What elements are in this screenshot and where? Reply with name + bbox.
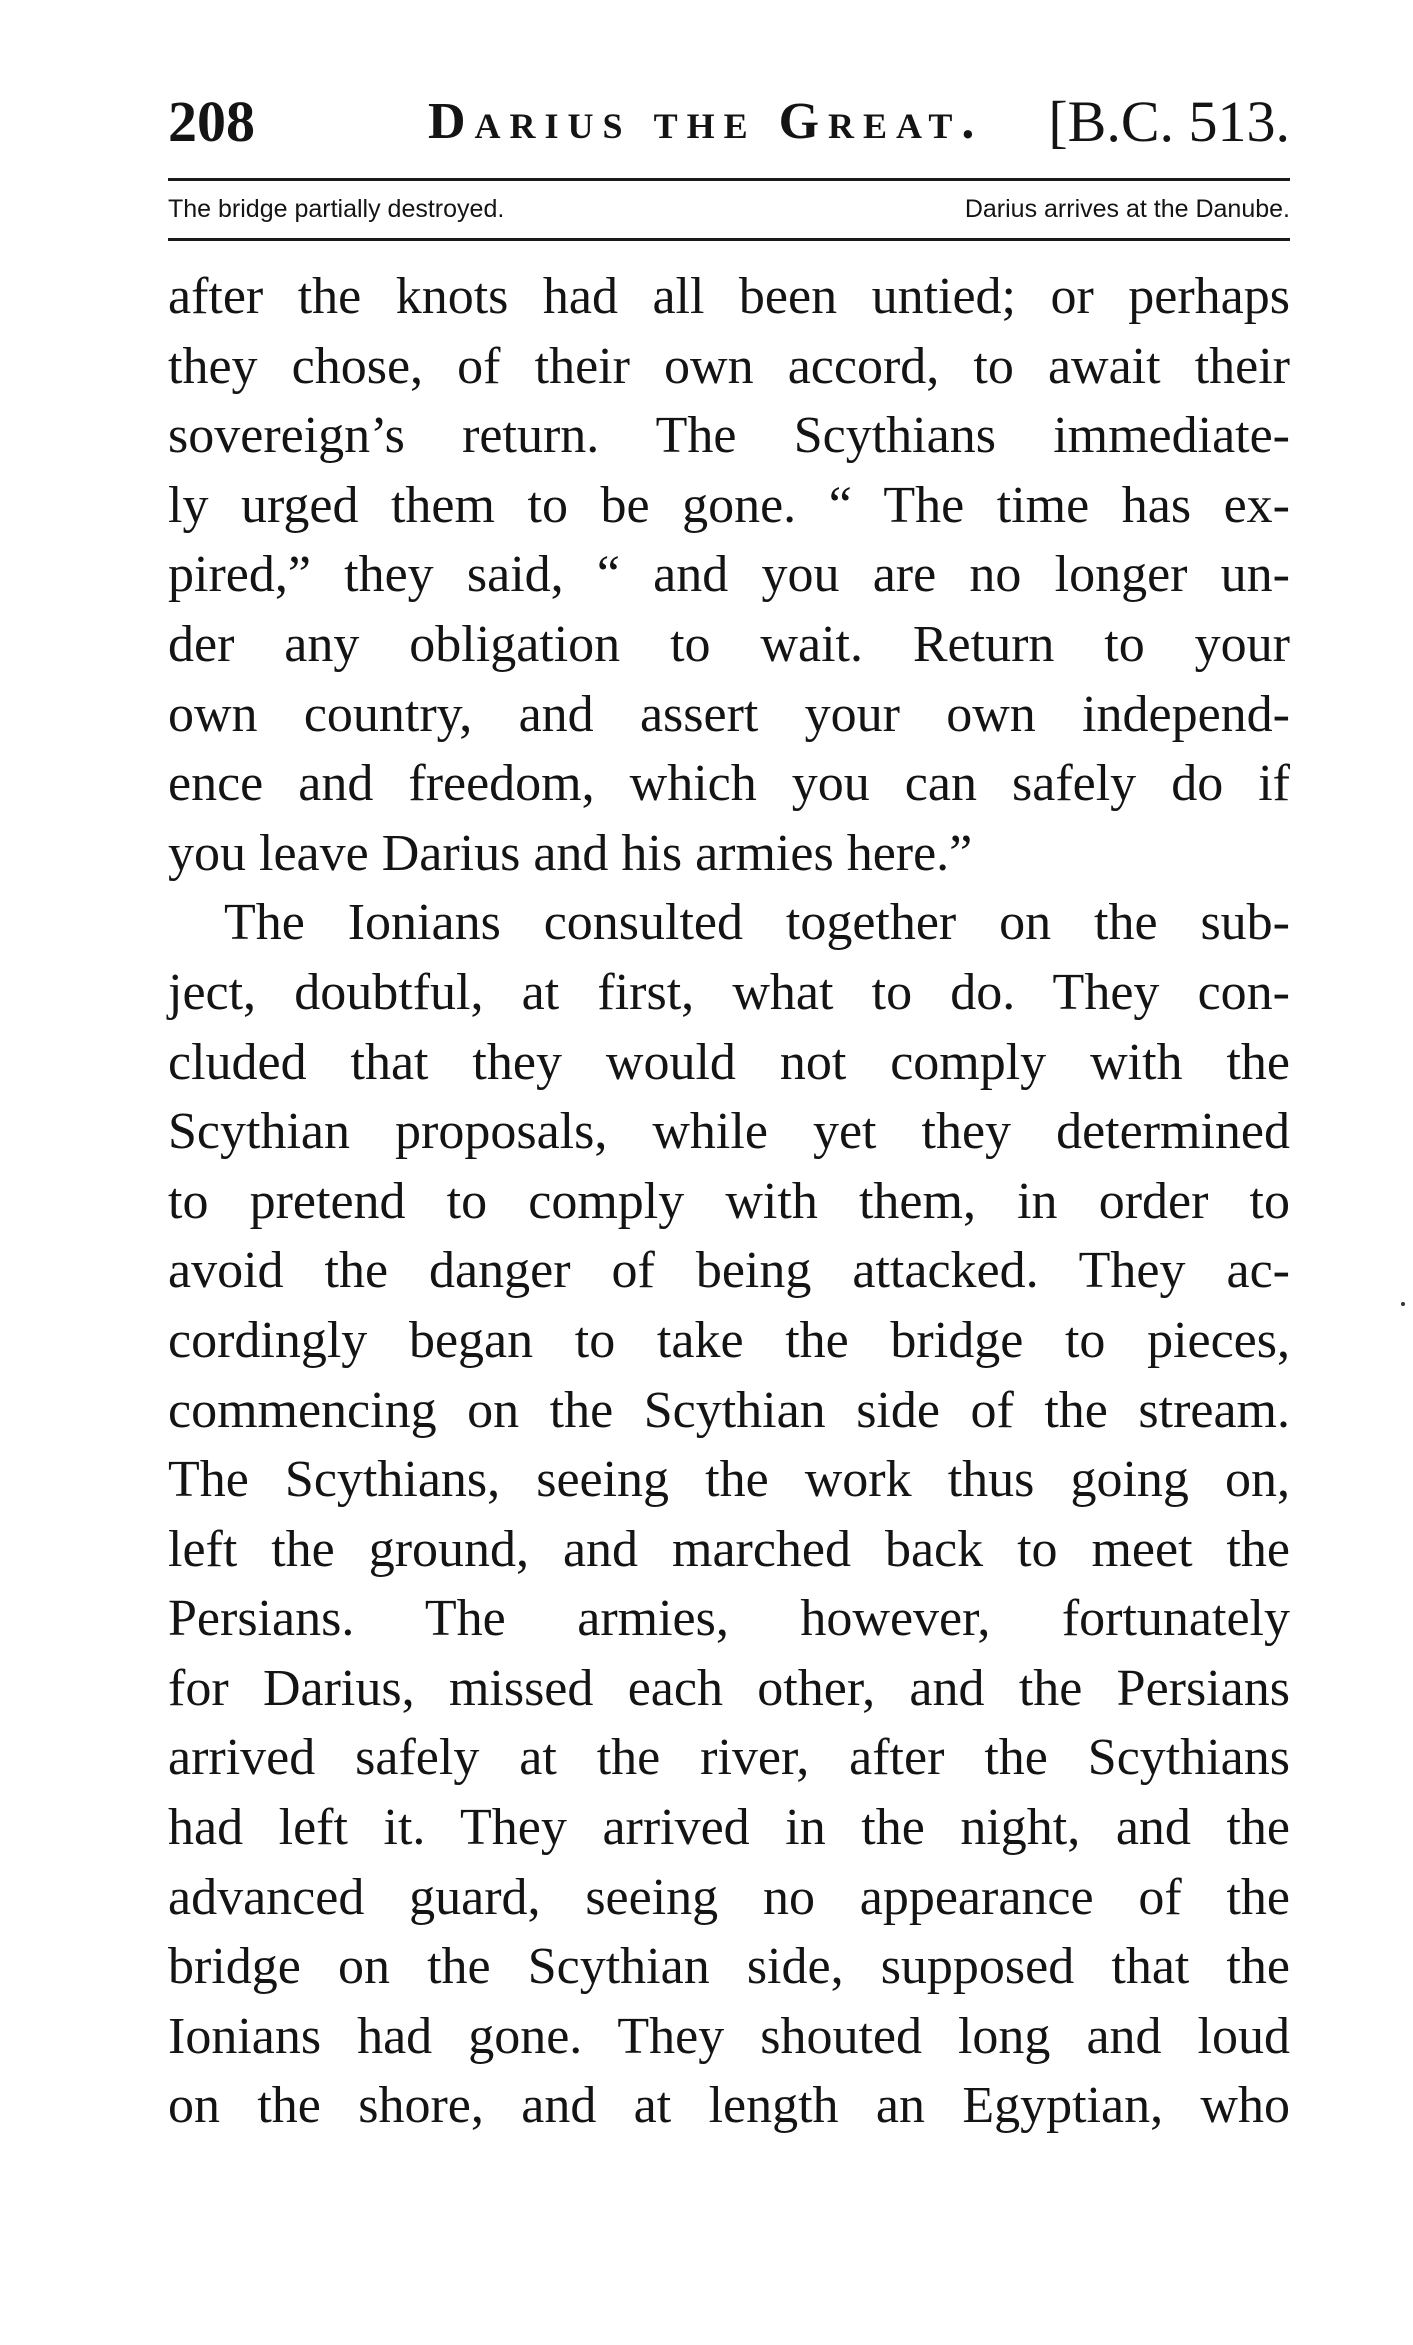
page-number: 208 (168, 89, 255, 154)
subheader-right: Darius arrives at the Danube. (964, 195, 1290, 223)
text-line: Scythian proposals, while yet they determined (168, 1103, 1290, 1161)
text-line: they chose, of their own accord, to await their (168, 337, 1290, 395)
subheader (168, 184, 1290, 234)
text-line: cordingly began to take the bridge to pieces, (168, 1311, 1290, 1369)
text-line: pired,” they said, “ and you are no longer un- (168, 546, 1290, 604)
text-line: for Darius, missed each other, and the Persians (168, 1659, 1290, 1717)
text-line: Ionians had gone. They shouted long and loud (168, 2007, 1290, 2065)
text-line: own country, and assert your own independ- (168, 685, 1290, 743)
text-line: The Ionians consulted together on the sub- (224, 894, 1290, 952)
text-line: Persians. The armies, however, fortunately (168, 1590, 1290, 1648)
running-title: Darius the Great. (428, 93, 984, 150)
text-line: arrived safely at the river, after the Scythians (168, 1729, 1290, 1787)
text-line: sovereign’s return. The Scythians immediate- (168, 407, 1290, 465)
text-line: ence and freedom, which you can safely do if (168, 755, 1290, 813)
text-line: advanced guard, seeing no appearance of the (168, 1868, 1290, 1926)
text-line: after the knots had all been untied; or perhaps (168, 268, 1290, 325)
text-line: bridge on the Scythian side, supposed that the (168, 1938, 1290, 1996)
text-line: left the ground, and marched back to meet the (168, 1520, 1290, 1578)
paper-speck (1401, 1302, 1405, 1306)
running-date: [B.C. 513. (1048, 89, 1290, 154)
header-rule-top (168, 178, 1290, 181)
text-line: on the shore, and at length an Egyptian, who (168, 2077, 1290, 2135)
text-line: commencing on the Scythian side of the stream. (168, 1381, 1290, 1439)
text-line: avoid the danger of being attacked. They ac- (168, 1242, 1290, 1300)
running-head (168, 82, 1290, 162)
text-line: cluded that they would not comply with the (168, 1033, 1290, 1091)
text-line: had left it. They arrived in the night, and the (168, 1799, 1290, 1857)
text-line: ly urged them to be gone. “ The time has ex- (168, 476, 1290, 534)
body-text (168, 262, 1290, 2141)
text-line: der any obligation to wait. Return to your (168, 615, 1290, 673)
subheader-left: The bridge partially destroyed. (168, 195, 505, 223)
header-rule-bottom (168, 238, 1290, 241)
text-line: to pretend to comply with them, in order to (168, 1172, 1290, 1230)
text-line: you leave Darius and his armies here.” (168, 824, 973, 882)
text-line: ject, doubtful, at first, what to do. They con- (168, 963, 1290, 1021)
text-line: The Scythians, seeing the work thus going on, (168, 1451, 1290, 1509)
